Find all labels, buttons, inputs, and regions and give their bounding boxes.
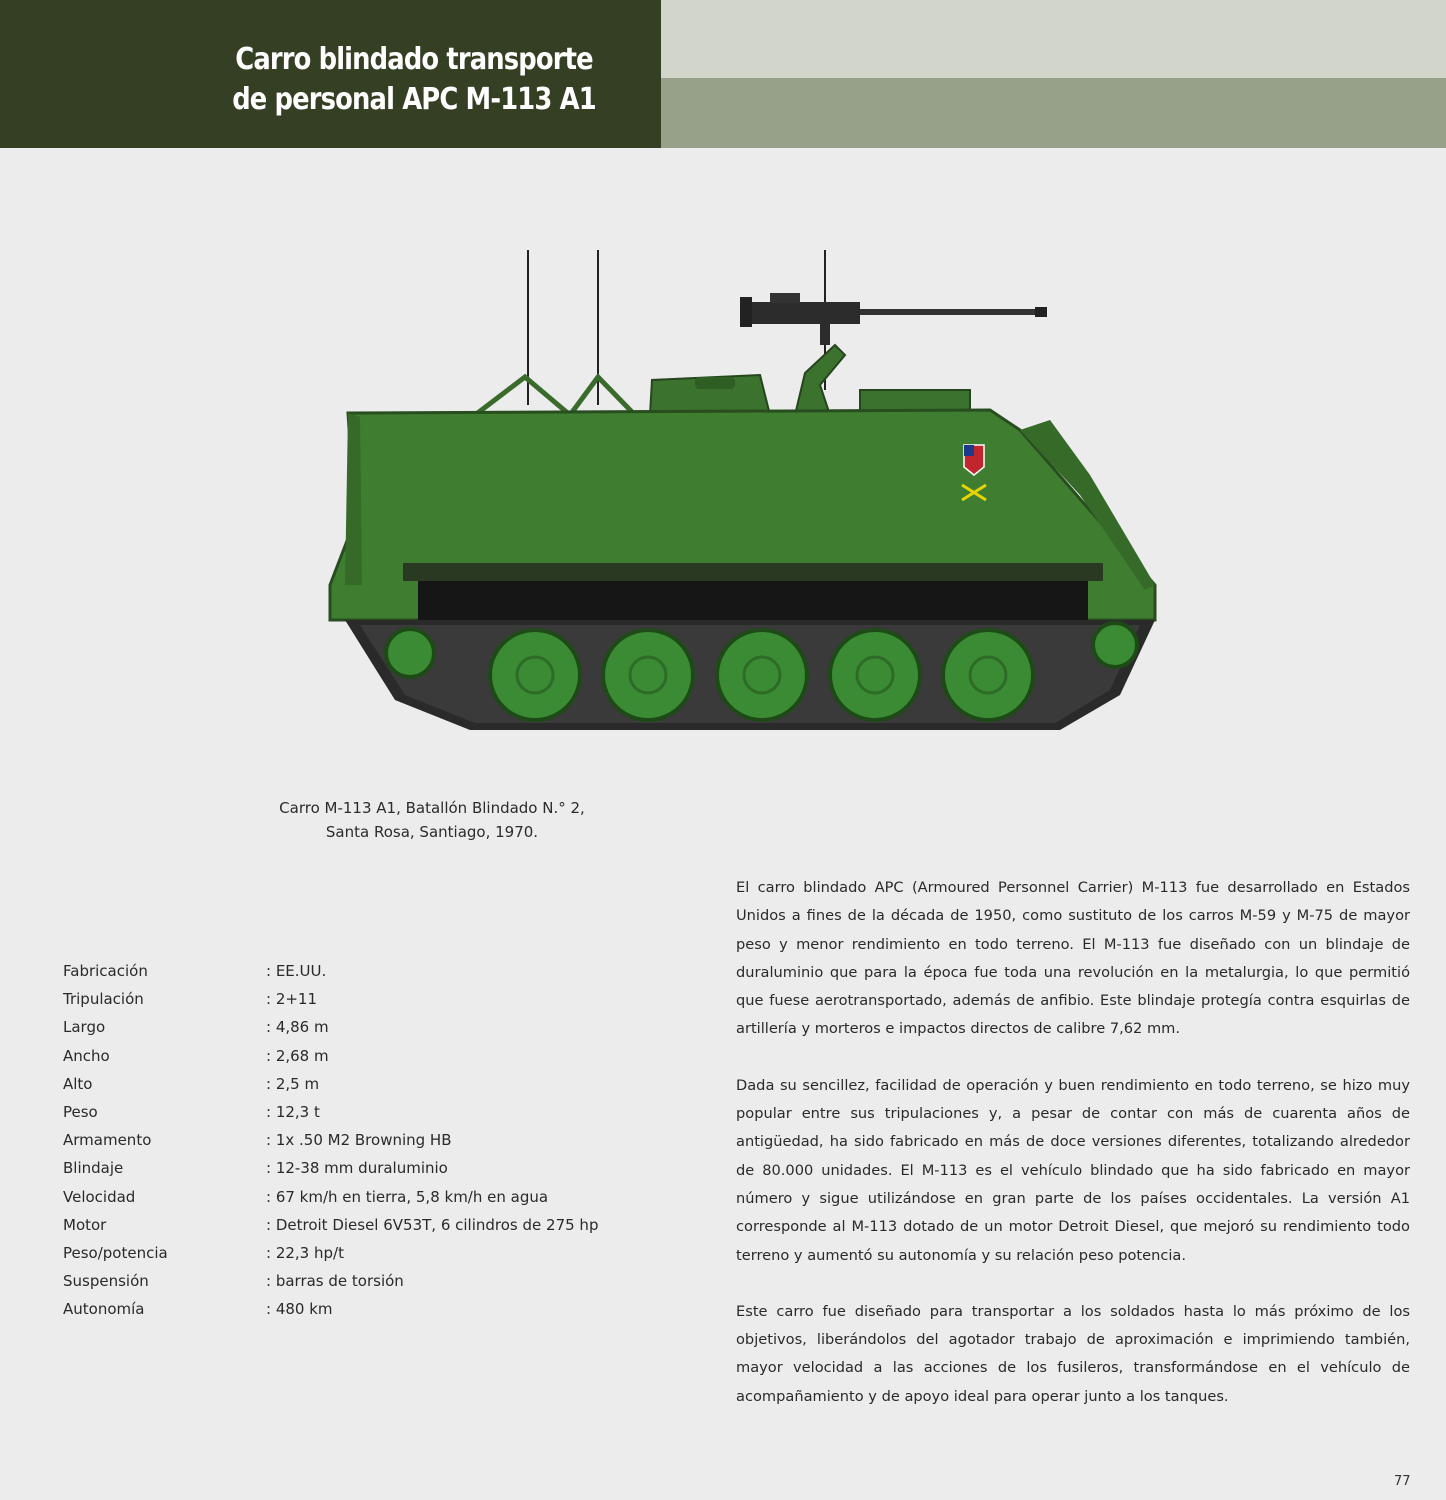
- spec-row: [63, 1212, 663, 1240]
- paragraph-3: Este carro fue diseñado para transportar a los soldados hasta lo más próximo de los objetivos, liberándolos del agotador trabajo de aproximación e imprimiendo también, mayor velocidad a las acciones de los fusileros, transformándose en el vehículo de acompañamiento y de apoyo ideal para operar junto a los tanques.: [736, 1302, 1410, 1405]
- spec-label: Peso/potencia: [63, 1243, 168, 1262]
- spec-label: Ancho: [63, 1046, 110, 1065]
- spec-row: [63, 958, 663, 986]
- specs-table: [63, 958, 663, 1324]
- spec-value: : 67 km/h en tierra, 5,8 km/h en agua: [266, 1187, 549, 1206]
- title-line-2: de personal APC M-113 A1: [232, 82, 596, 117]
- figure-caption: [232, 796, 632, 844]
- spec-value: : 2+11: [266, 990, 318, 1009]
- page-title: [213, 40, 615, 120]
- spec-row: [63, 1240, 663, 1268]
- spec-value: : 12,3 t: [266, 1102, 320, 1121]
- spec-row: [63, 1184, 663, 1212]
- spec-row: [63, 1071, 663, 1099]
- spec-value: : 480 km: [266, 1300, 333, 1319]
- spec-row: [63, 1296, 663, 1324]
- spec-label: Suspensión: [63, 1272, 149, 1291]
- spec-value: : Detroit Diesel 6V53T, 6 cilindros de 275 hp: [266, 1215, 599, 1234]
- spec-label: Blindaje: [63, 1159, 124, 1178]
- spec-value: : 1x .50 M2 Browning HB: [266, 1131, 452, 1150]
- spec-value: : 2,5 m: [266, 1074, 320, 1093]
- spec-label: Fabricación: [63, 962, 148, 980]
- caption-line-2: Santa Rosa, Santiago, 1970.: [325, 823, 539, 841]
- spec-row: [63, 1127, 663, 1155]
- spec-label: Velocidad: [63, 1187, 136, 1206]
- paragraph-1: El carro blindado APC (Armoured Personnel Carrier) M-113 fue desarrollado en Estados Unidos a fines de la década de 1950, como sustituto de los carros M-59 y M-75 de mayor peso y menor rendimiento en todo terreno. El M-113 fue diseñado con un blindaje de duraluminio que para la época fue toda una revolución en la metalurgia, lo que permitió que fuese aerotransportado, además de anfibio. Este blindaje protegía contra esquirlas de artillería y morteros e impactos directos de calibre 7,62 mm.: [736, 879, 1410, 1038]
- spec-row: [63, 1155, 663, 1183]
- spec-value: : 4,86 m: [266, 1018, 329, 1037]
- spec-label: Alto: [63, 1074, 93, 1093]
- page-number: 77: [1394, 1474, 1411, 1489]
- spec-label: Largo: [63, 1018, 106, 1037]
- spec-row: [63, 1043, 663, 1071]
- spec-row: [63, 1099, 663, 1127]
- spec-label: Armamento: [63, 1131, 152, 1150]
- m113-vehicle-illustration: [300, 245, 1180, 755]
- spec-value: : barras de torsión: [266, 1272, 404, 1291]
- spec-label: Tripulación: [63, 990, 144, 1009]
- spec-row: [63, 1014, 663, 1042]
- header-light-band: [661, 0, 1446, 78]
- spec-row: [63, 986, 663, 1014]
- article-body: [736, 874, 1410, 1439]
- spec-value: : 12-38 mm duraluminio: [266, 1159, 448, 1178]
- title-line-1: Carro blindado transporte: [235, 42, 593, 77]
- spec-label: Peso: [63, 1102, 98, 1121]
- spec-value: : 2,68 m: [266, 1046, 329, 1065]
- spec-value: : 22,3 hp/t: [266, 1243, 344, 1262]
- spec-value: : EE.UU.: [266, 962, 327, 980]
- caption-line-1: Carro M-113 A1, Batallón Blindado N.° 2,: [279, 799, 585, 817]
- paragraph-2: Dada su sencillez, facilidad de operación y buen rendimiento en todo terreno, se hizo muy popular entre sus tripulaciones y, a pesar de contar con más de cuarenta años de antigüedad, ha sido fabricado en más de doce versiones diferentes, totalizando alrededor de 80.000 unidades. El M-113 es el vehículo blindado que ha sido fabricado en mayor número y sigue utilizándose en gran parte de los países occidentales. La versión A1 corresponde al M-113 dotado de un motor Detroit Diesel, que mejoró su rendimiento todo terreno y aumentó su autonomía y su relación peso potencia.: [736, 1076, 1410, 1264]
- spec-label: Autonomía: [63, 1300, 145, 1319]
- header-mid-band: [661, 78, 1446, 148]
- spec-label: Motor: [63, 1215, 107, 1234]
- spec-row: [63, 1268, 663, 1296]
